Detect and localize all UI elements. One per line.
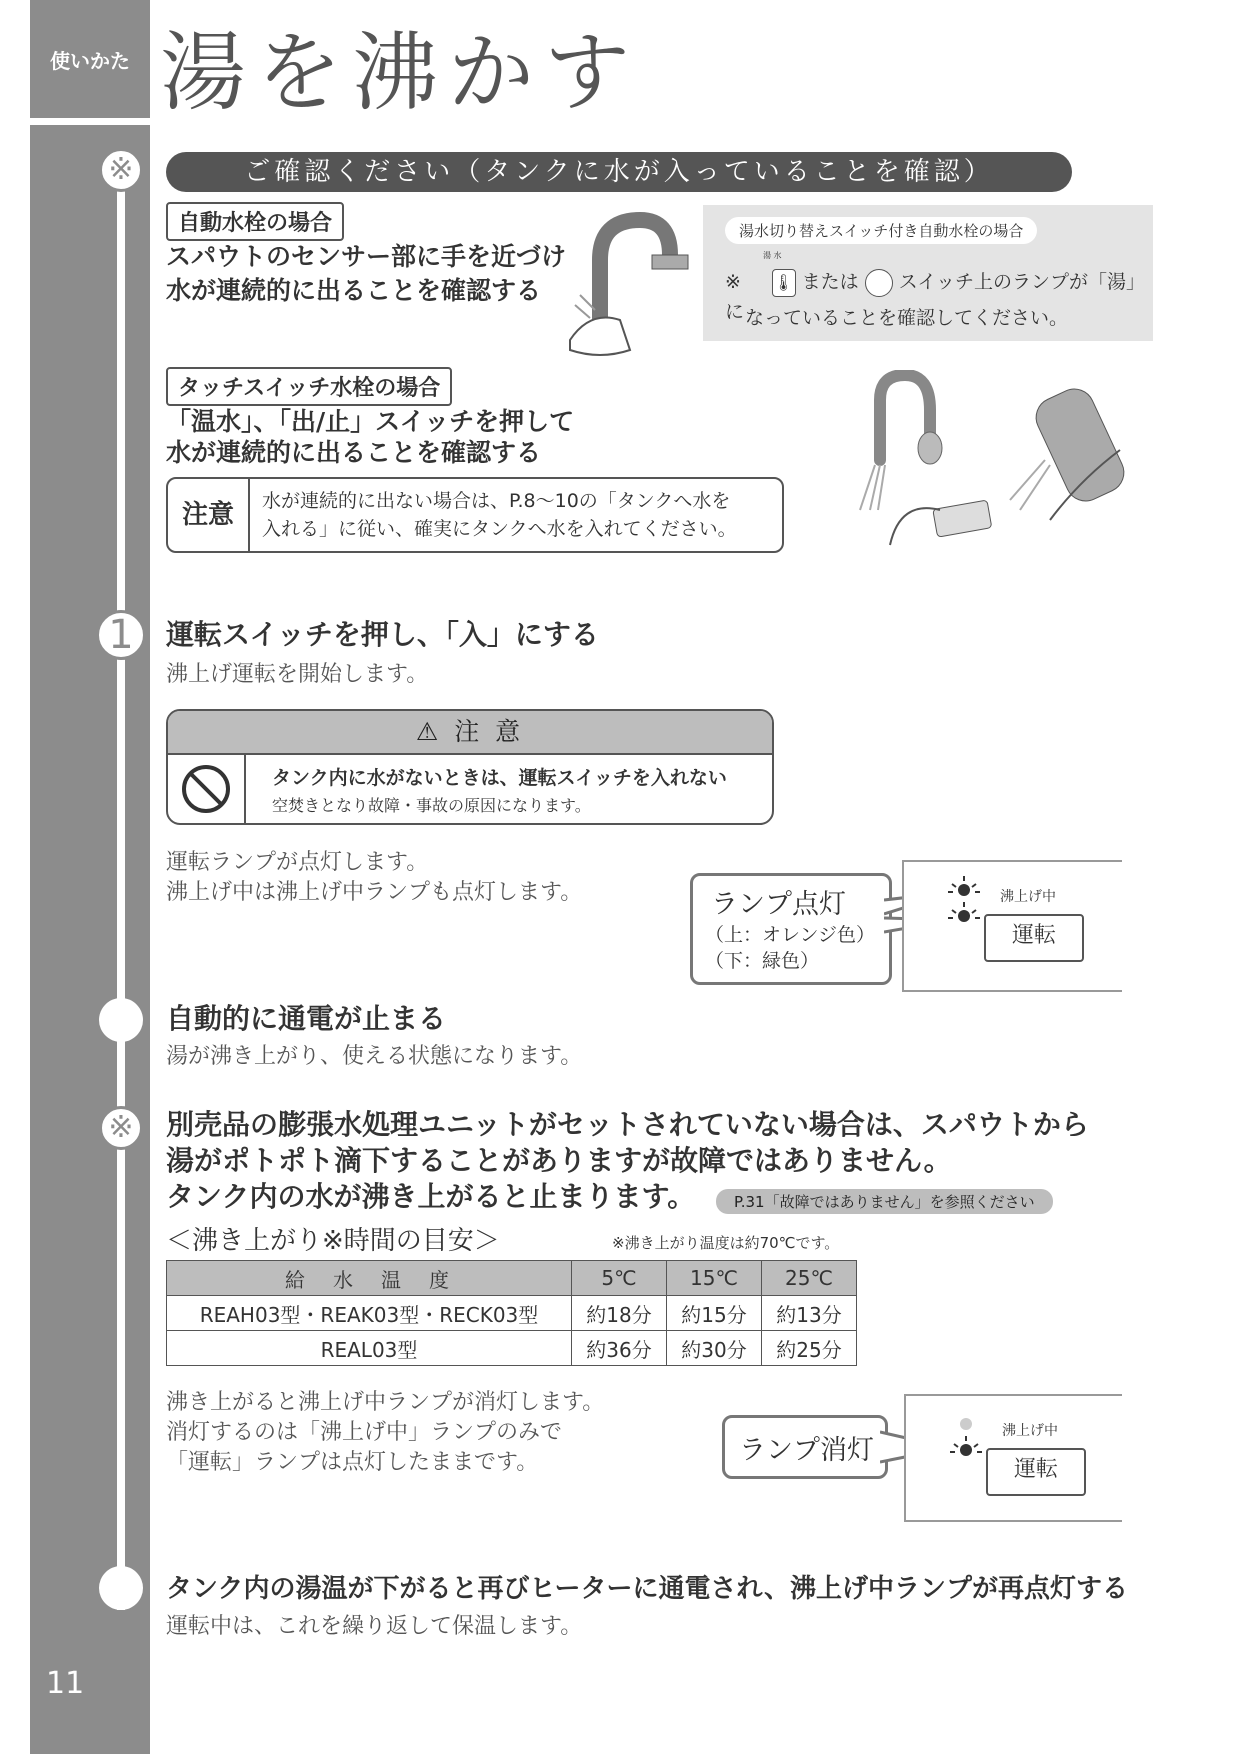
note-head: 注意 <box>168 479 250 551</box>
page-title: 湯を沸かす <box>160 23 640 123</box>
asterisk-node-mark: ※ <box>108 152 134 187</box>
lamp-off-line2: 消灯するのは「沸上げ中」ランプのみで <box>166 1420 563 1445</box>
table-note: ※沸き上がり温度は約70℃です。 <box>612 1234 840 1252</box>
lamp-on-panel <box>902 860 1122 992</box>
note2-line3: タンク内の水が沸き上がると止まります。 <box>166 1180 696 1213</box>
table-header-cell: 25℃ <box>762 1261 857 1296</box>
step3-sub: 運転中は、これを繰り返して保温します。 <box>166 1614 583 1639</box>
caution-head-text: 注 意 <box>454 717 525 746</box>
table-cell: REAL03型 <box>167 1331 572 1366</box>
auto-faucet-label: 自動水栓の場合 <box>166 202 344 241</box>
asterisk-node-2 <box>99 1106 143 1150</box>
page-number: 11 <box>46 1666 85 1701</box>
step1-heading: 運転スイッチを押し、「入」にする <box>166 618 599 651</box>
switch-faucet-rest: スイッチ上のランプが「湯」に <box>725 271 1145 323</box>
prohibited-icon <box>168 755 244 823</box>
lamp-on-upper: （上：オレンジ色） <box>705 924 876 946</box>
step3-node <box>99 1566 143 1610</box>
table-cell: 約18分 <box>572 1296 667 1331</box>
table-cell: 約13分 <box>762 1296 857 1331</box>
table-header-cell: 給 水 温 度 <box>167 1261 572 1296</box>
table-cell: 約25分 <box>762 1331 857 1366</box>
warning-icon: ⚠ <box>415 717 443 746</box>
table-cell: 約36分 <box>572 1331 667 1366</box>
lamp-on-lamps-icon <box>944 876 984 932</box>
step2-node <box>99 998 143 1042</box>
lamp-text2: 沸上げ中は沸上げ中ランプも点灯します。 <box>166 880 583 905</box>
table-header-cell: 15℃ <box>667 1261 762 1296</box>
table-row <box>167 1296 857 1331</box>
note-line1: 水が連続的に出ない場合は、P.8〜10の「タンクへ水を <box>262 490 731 512</box>
table-cell: 約30分 <box>667 1331 762 1366</box>
lamp-off-panel <box>904 1394 1122 1522</box>
round-switch-icon <box>865 269 893 297</box>
lamp-off-title: ランプ消灯 <box>739 1435 874 1466</box>
touch-faucet-label: タッチスイッチ水栓の場合 <box>166 367 452 406</box>
sidebar <box>30 125 150 1754</box>
switch-faucet-line2: なっていることを確認してください。 <box>745 307 1069 329</box>
note2-ref[interactable]: P.31「故障ではありません」を参照ください <box>716 1189 1053 1214</box>
table-title: ＜沸き上がり※時間の目安＞ <box>166 1226 500 1256</box>
switch-faucet-box <box>703 205 1153 341</box>
lamp-on-callout <box>690 873 892 985</box>
prohibited-cell <box>168 755 246 823</box>
lamp-off-panel-label: 沸上げ中 <box>1002 1423 1058 1439</box>
table-cell: REAH03型・REAK03型・RECK03型 <box>167 1296 572 1331</box>
table-header-row <box>167 1261 857 1296</box>
switch-icon-small-label: 湯 水 <box>762 251 782 260</box>
lamp-on-lower: （下：緑色） <box>705 950 820 972</box>
switch-faucet-mark: ※ <box>725 271 741 293</box>
lamp-text1: 運転ランプが点灯します。 <box>166 850 429 875</box>
switch-faucet-or: または <box>801 271 859 293</box>
touch-faucet-line2: 水が連続的に出ることを確認する <box>166 438 542 467</box>
step1-node <box>96 610 146 660</box>
boil-time-table <box>166 1260 857 1366</box>
lamp-off-line1: 沸き上がると沸上げ中ランプが消灯します。 <box>166 1390 605 1415</box>
caution-box <box>166 709 774 825</box>
timeline-line <box>117 170 125 1610</box>
lamp-off-line3: 「運転」ランプは点灯したままです。 <box>166 1450 539 1475</box>
auto-faucet-illustration <box>560 200 690 360</box>
lamp-off-lamps-icon <box>946 1410 986 1466</box>
touch-faucet-line1: 「温水」、「出/止」スイッチを押して <box>166 407 575 436</box>
note2-line2: 湯がポトポト滴下することがありますが故障ではありません。 <box>166 1144 952 1177</box>
step1-sub: 沸上げ運転を開始します。 <box>166 662 429 687</box>
touch-faucet-illustration <box>830 370 1160 550</box>
table-header-cell: 5℃ <box>572 1261 667 1296</box>
confirm-banner: ご確認ください（タンクに水が入っていることを確認） <box>166 152 1072 192</box>
step2-heading: 自動的に通電が止まる <box>166 1002 447 1035</box>
auto-faucet-line1: スパウトのセンサー部に手を近づけ <box>166 242 567 271</box>
unten-button-on: 運転 <box>984 914 1084 962</box>
asterisk-node-2-mark: ※ <box>108 1110 134 1145</box>
side-tab-label: 使いかた <box>50 49 130 73</box>
step1-number: 1 <box>108 612 134 658</box>
note-line2: 入れる」に従い、確実にタンクへ水を入れてください。 <box>262 518 737 540</box>
caution-line1: タンク内に水がないときは、運転スイッチを入れない <box>272 767 727 789</box>
lamp-on-title: ランプ点灯 <box>711 889 846 920</box>
table-cell: 約15分 <box>667 1296 762 1331</box>
lamp-off-callout <box>722 1415 888 1479</box>
table-row <box>167 1331 857 1366</box>
unten-button-off: 運転 <box>986 1448 1086 1496</box>
note-box <box>166 477 784 553</box>
step3-heading: タンク内の湯温が下がると再びヒーターに通電され、沸上げ中ランプが再点灯する <box>166 1574 1129 1604</box>
auto-faucet-line2: 水が連続的に出ることを確認する <box>166 276 542 305</box>
lamp-on-panel-label: 沸上げ中 <box>1000 889 1056 905</box>
asterisk-node <box>99 148 143 192</box>
thermometer-switch-icon: 🌡 <box>772 269 796 297</box>
switch-faucet-title: 湯水切り替えスイッチ付き自動水栓の場合 <box>725 217 1037 244</box>
caution-head <box>168 711 772 755</box>
note2-line1: 別売品の膨張水処理ユニットがセットされていない場合は、スパウトから <box>166 1108 1089 1141</box>
caution-line2: 空焚きとなり故障・事故の原因になります。 <box>272 796 591 815</box>
step2-sub: 湯が沸き上がり、使える状態になります。 <box>166 1044 583 1069</box>
